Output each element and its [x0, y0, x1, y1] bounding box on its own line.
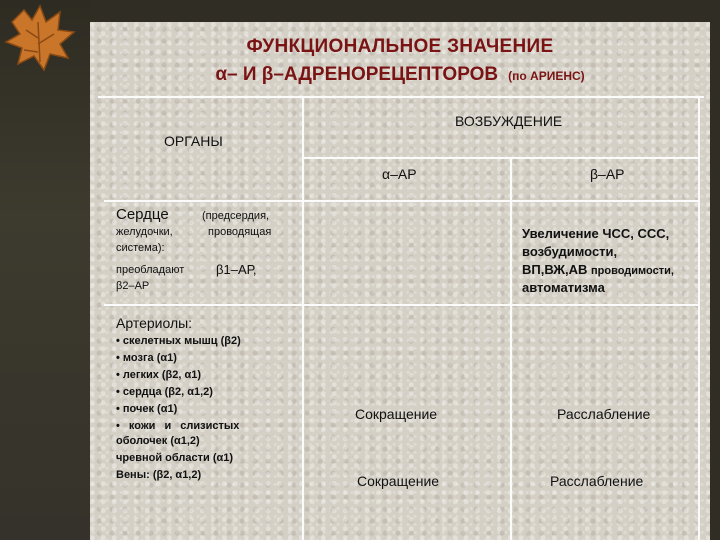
slide-title-line2: [90, 64, 710, 86]
slide: [90, 22, 710, 540]
excitation-divider: [302, 157, 700, 159]
heart-row-bottom-border: [104, 304, 700, 306]
heart-beta-effect-nodes: ВП,ВЖ,АВ: [522, 262, 588, 277]
heart-note-conducting: проводящая: [208, 226, 272, 238]
arterioles-alpha-effect: Сокращение: [355, 406, 438, 422]
arterioles-beta-effect: Расслабление: [557, 406, 651, 422]
frame-top: [0, 0, 720, 22]
frame-right: [710, 0, 720, 540]
slide-title-receptors: α– И β–АДРЕНОРЕЦЕПТОРОВ: [215, 64, 499, 85]
table-top-border: [98, 96, 704, 98]
arterioles-item: чревной области (α1): [116, 452, 234, 464]
arterioles-item: • сердца (β2, α1,2): [116, 386, 213, 398]
alpha-ar-header: α–АР: [382, 166, 417, 182]
heart-beta-effect-line3: [522, 262, 674, 277]
beta-ar-header: β–АР: [590, 166, 625, 182]
veins-name: Вены: (β2, α1,2): [116, 469, 202, 481]
arterioles-item: • легких (β2, α1): [116, 369, 202, 381]
heart-note-ventricles: желудочки,: [116, 226, 173, 238]
table-right-border: [698, 96, 700, 540]
excitation-header: ВОЗБУЖДЕНИЕ: [455, 113, 563, 129]
heart-beta-effect-conduction: проводимости,: [591, 265, 674, 277]
arterioles-item: • мозга (α1): [116, 352, 177, 364]
arterioles-item: • скелетных мышц (β2): [116, 335, 241, 347]
heart-beta-effect-line1: Увеличение ЧСС, ССС,: [522, 226, 670, 241]
slide-title-source: (по АРИЕНС): [508, 69, 585, 83]
organs-header: ОРГАНЫ: [164, 133, 223, 149]
slide-title-line1: ФУНКЦИОНАЛЬНОЕ ЗНАЧЕНИЕ: [246, 36, 554, 57]
frame-left: [0, 0, 90, 540]
autumn-leaf-icon: [2, 2, 80, 72]
heart-note-predominate: преобладают: [116, 264, 185, 276]
arterioles-item: • кожи и слизистых: [116, 420, 240, 432]
veins-alpha-effect: Сокращение: [357, 473, 440, 489]
heart-note-beta1: β1–АР,: [216, 262, 257, 277]
alpha-beta-divider: [510, 157, 512, 540]
heart-note-beta2: β2–АР: [116, 280, 150, 292]
veins-beta-effect: Расслабление: [550, 473, 644, 489]
header-bottom-border: [104, 200, 700, 202]
arterioles-item: оболочек (α1,2): [116, 435, 200, 447]
arterioles-name: Артериолы:: [116, 315, 193, 331]
heart-note-system: система):: [116, 242, 165, 254]
excitation-left-border: [302, 96, 304, 540]
heart-beta-effect-line2: возбудимости,: [522, 244, 618, 259]
heart-name: Сердце: [116, 206, 169, 223]
heart-note-atria: (предсердия,: [202, 210, 270, 222]
heart-beta-effect-line4: автоматизма: [522, 280, 605, 295]
arterioles-item: • почек (α1): [116, 403, 178, 415]
